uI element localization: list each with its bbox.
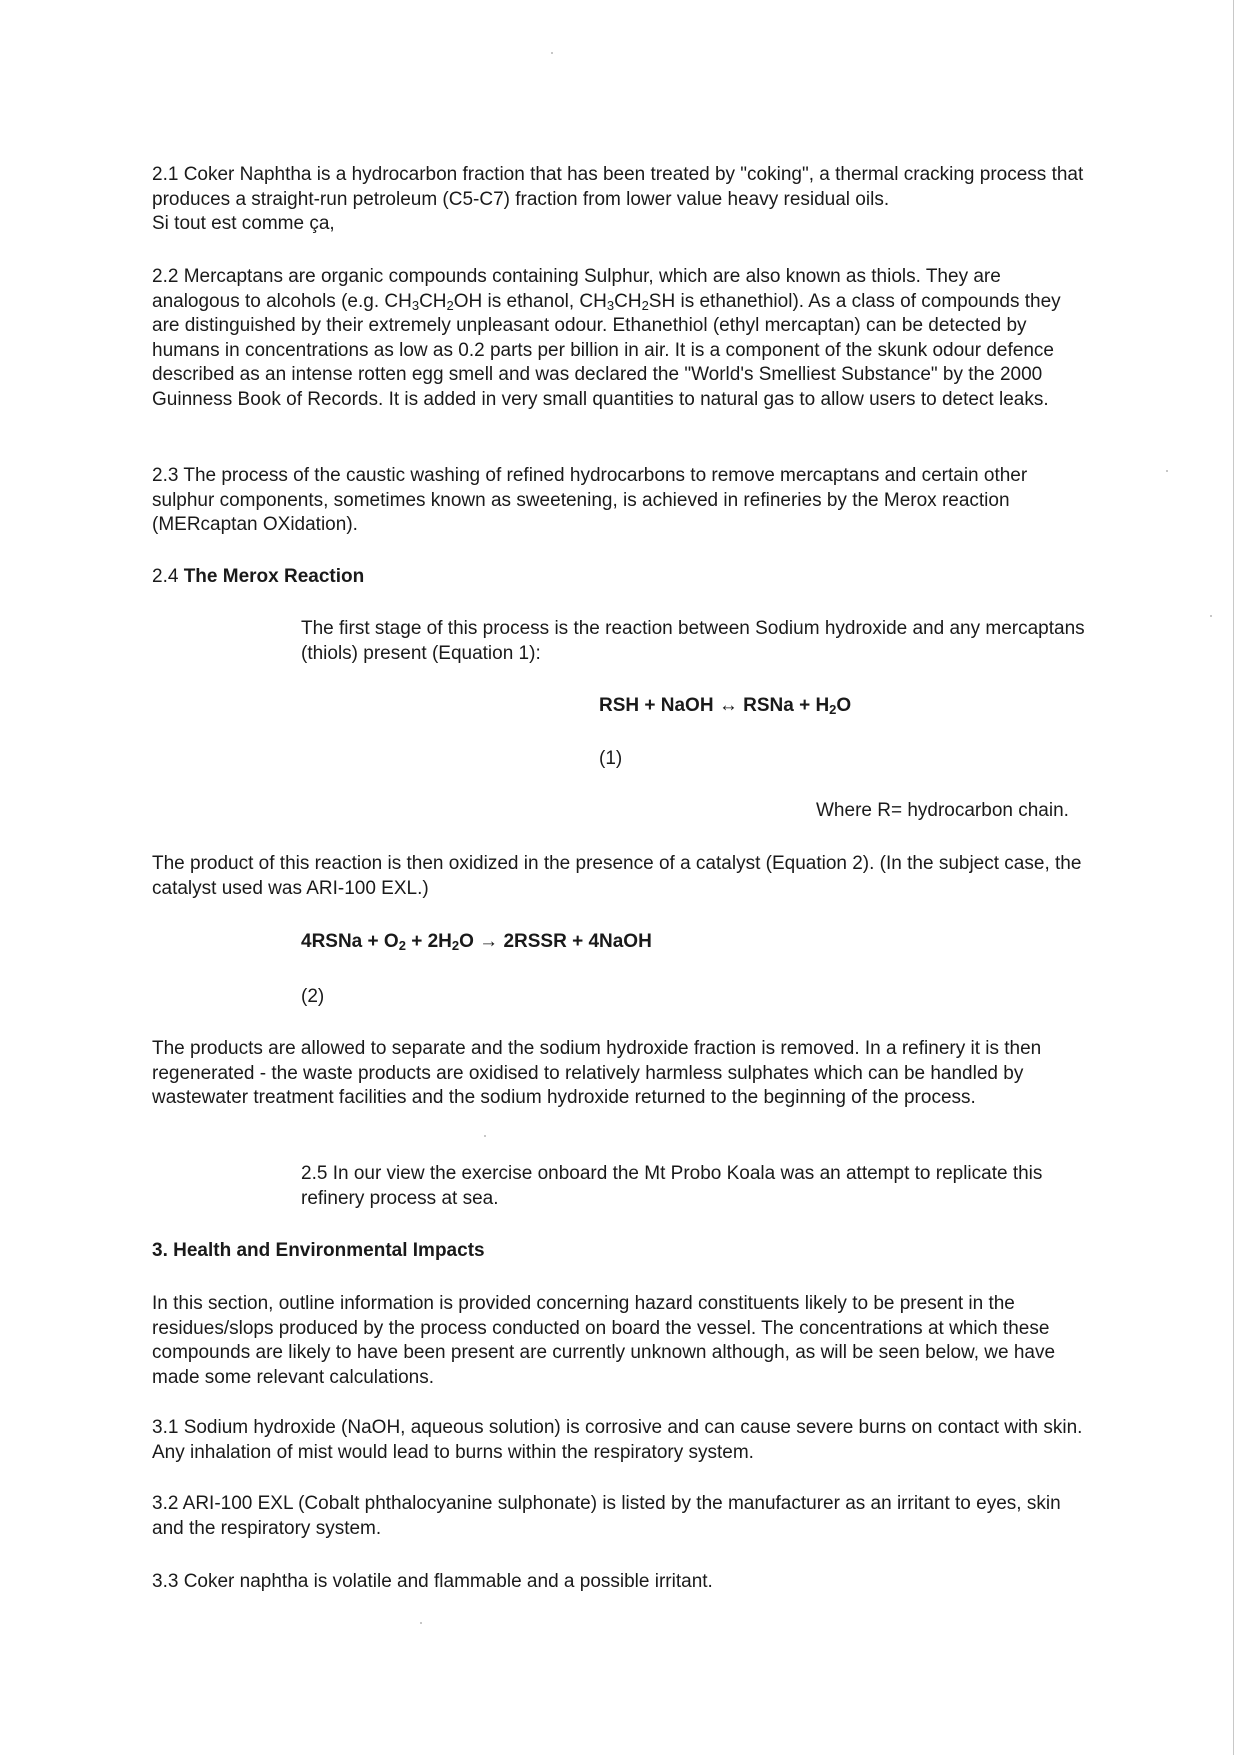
section-title: The Merox Reaction [183, 566, 365, 587]
section-3-heading: 3. Health and Environmental Impacts [152, 1240, 485, 1261]
paragraph-3-3: 3.3 Coker naphtha is volatile and flammable and a possible irritant. [152, 1571, 713, 1592]
equation-2: 4RSNa + $O_2 + 2H_2O$ → 2RSSR + 4NaOH [301, 931, 652, 953]
merox-intro: The first stage of this process is the reaction between Sodium hydroxide and any mercaptans (thiols) present (Equation 1): [301, 618, 1085, 664]
equation-2-number: (2) [301, 986, 325, 1007]
scan-speck [420, 1622, 422, 1624]
section-number: 2.4 [152, 566, 179, 587]
paragraph-3-2: 3.2 ARI-100 EXL (Cobalt phthalocyanine sulphonate) is listed by the manufacturer as an irritant to eyes, skin and the respiratory system. [152, 1493, 1061, 1539]
scan-speck [551, 52, 553, 54]
equation-1-note: Where R= hydrocarbon chain. [816, 800, 1069, 821]
paragraph-2-2: 2.2 Mercaptans are organic compounds containing Sulphur, which are also known as thiols. They are analogous to alcohols (e.g. $CH_3CH_2OH$ is ethanol, $CH_3CH_2SH$ is ethanethiol). As a class of compounds they are distinguished by their extremely unpleasant odour. Ethanethiol (ethyl mercaptan) can be detected by humans in concentrations as low as 0.2 parts per billion in air. It is a component of the skunk odour defence described as an intense rotten egg smell and was declared the "World's Smelliest Substance" by the 2000 Guinness Book of Records. It is added in very small quantities to natural gas to allow users to detect leaks. [152, 266, 1061, 410]
scan-speck [1210, 615, 1212, 617]
paragraph-3-1: 3.1 Sodium hydroxide (NaOH, aqueous solution) is corrosive and can cause severe burns on contact with skin. Any inhalation of mist would lead to burns within the respiratory system. [152, 1417, 1083, 1463]
section-2-4-heading [152, 565, 364, 589]
scan-speck [484, 1135, 486, 1137]
equation-1: RSH + NaOH ↔ RSNa + $H_2O$ [599, 695, 852, 717]
paragraph-2-1-text: 2.1 Coker Naphtha is a hydrocarbon fraction that has been treated by "coking", a thermal cracking process that produces a straight-run petroleum (C5-C7) fraction from lower value heavy residual oils. [152, 164, 1084, 210]
paragraph-2-1-extra: Si tout est comme ça, [152, 213, 335, 234]
section-3-intro: In this section, outline information is provided concerning hazard constituents likely to be present in the residues/slops produced by the process conducted on board the vessel. The concentrations at which these compounds are likely to have been present are currently unknown although, as will be seen below, we have made some relevant calculations. [152, 1293, 1056, 1388]
paragraph-2-5: 2.5 In our view the exercise onboard the Mt Probo Koala was an attempt to replicate this refinery process at sea. [301, 1163, 1043, 1209]
scan-edge-line [1233, 0, 1234, 1755]
paragraph-2-1 [152, 163, 1087, 237]
paragraph-2-3: 2.3 The process of the caustic washing of refined hydrocarbons to remove mercaptans and certain other sulphur components, sometimes known as sweetening, is achieved in refineries by the Merox reaction (MERcaptan OXidation). [152, 465, 1028, 535]
equation-1-number: (1) [599, 748, 623, 769]
scan-speck [1166, 470, 1168, 472]
regeneration-paragraph: The products are allowed to separate and the sodium hydroxide fraction is removed. In a refinery it is then regenerated - the waste products are oxidised to relatively harmless sulphates which can be handled by wastewater treatment facilities and the sodium hydroxide returned to the beginning of the process. [152, 1038, 1042, 1108]
oxidation-paragraph: The product of this reaction is then oxidized in the presence of a catalyst (Equation 2). (In the subject case, the catalyst used was ARI-100 EXL.) [152, 853, 1082, 899]
